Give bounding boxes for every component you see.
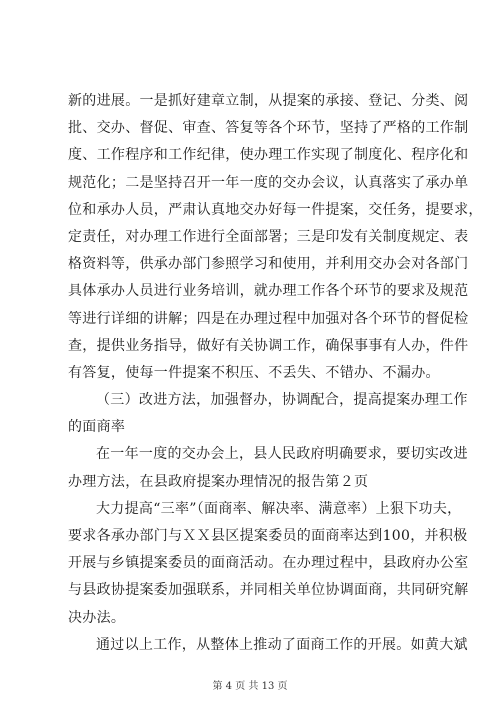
page-footer: 第 4 页 共 13 页 [212,681,288,692]
text-line: 位和承办人员，严肃认真地交办好每一件提案，交任务，提要求， [68,201,483,218]
text-line: 大力提高“三率”（面商率、解决率、满意率）上狠下功夫， [96,500,462,517]
text-line: 有答复，使每一件提案不积压、不丢失、不错办、不漏办。 [68,364,440,381]
text-line: 在一年一度的交办会上，县人民政府明确要求，要切实改进 [96,446,468,463]
text-line: 格资料等，供承办部门参照学习和使用，并利用交办会对各部门 [68,256,469,273]
text-line: 规范化；二是坚持召开一年一度的交办会议，认真落实了承办单 [68,174,469,191]
text-line: 与县政协提案委加强联系，并同相关单位协调面商，共同研究解 [68,582,469,599]
text-line: 的面商率 [68,419,126,436]
text-line: （三）改进方法，加强督办，协调配合，提高提案办理工作 [96,392,468,409]
text-line: 决办法。 [68,609,126,626]
text-line: 具体承办人员进行业务培训，就办理工作各个环节的要求及规范 [68,283,469,300]
text-line: 通过以上工作，从整体上推动了面商工作的开展。如黄大斌 [96,636,468,653]
text-line: 新的进展。一是抓好建章立制，从提案的承接、登记、分类、阅 [68,93,469,109]
text-line: 等进行详细的讲解；四是在办理过程中加强对各个环节的督促检 [68,310,469,327]
text-line: 批、交办、督促、审查、答复等各个环节，坚持了严格的工作制 [68,120,469,137]
text-line: 查，提供业务指导，做好有关协调工作，确保事事有人办，件件 [68,337,469,354]
text-line: 开展与乡镇提案委员的面商活动。在办理过程中，县政府办公室 [68,555,469,572]
text-line: 度、工作程序和工作纪律，使办理工作实现了制度化、程序化和 [68,147,469,164]
text-line: 要求各承办部门与ＸＸ县区提案委员的面商率达到100，并积极 [68,528,468,544]
body-text [68,88,483,659]
text-line: 定责任，对办理工作进行全面部署；三是印发有关制度规定、表 [68,228,469,245]
text-line: 办理方法，在县政府提案办理情况的报告第２页 [68,473,369,490]
